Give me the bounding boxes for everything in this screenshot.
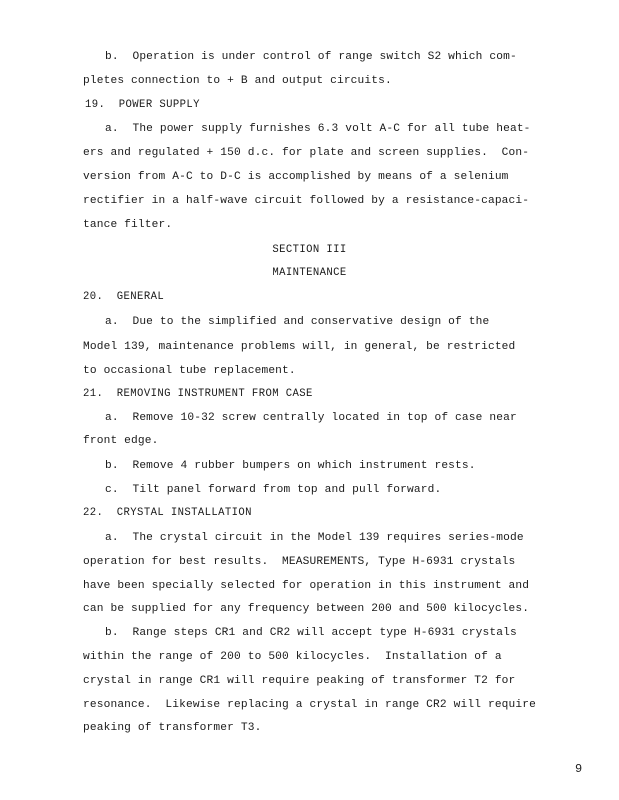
heading-general: 20. GENERAL — [83, 291, 165, 303]
paragraph-22a-line-1: a. The crystal circuit in the Model 139 requires series-mode — [105, 532, 524, 544]
heading-crystal-installation: 22. CRYSTAL INSTALLATION — [83, 507, 252, 519]
section-subtitle: MAINTENANCE — [272, 267, 347, 279]
paragraph-19a-line-2: ers and regulated + 150 d.c. for plate and screen supplies. Con- — [83, 147, 530, 159]
paragraph-22b-line-2: within the range of 200 to 500 kilocycles. Installation of a — [83, 651, 502, 663]
paragraph-18b-line-2: pletes connection to + B and output circuits. — [83, 75, 392, 87]
paragraph-20a-line-2: Model 139, maintenance problems will, in general, be restricted — [83, 341, 516, 353]
paragraph-22b-line-3: crystal in range CR1 will require peaking of transformer T2 for — [83, 675, 516, 687]
paragraph-22a-line-2: operation for best results. MEASUREMENTS, Type H-6931 crystals — [83, 556, 516, 568]
paragraph-22b-line-4: resonance. Likewise replacing a crystal in range CR2 will require — [83, 699, 536, 711]
paragraph-18b-line-1: b. Operation is under control of range switch S2 which com- — [105, 51, 517, 63]
page-number: 9 — [575, 762, 583, 776]
heading-removing-instrument: 21. REMOVING INSTRUMENT FROM CASE — [83, 388, 313, 400]
paragraph-20a-line-3: to occasional tube replacement. — [83, 365, 296, 377]
section-title: SECTION III — [272, 244, 347, 256]
paragraph-20a-line-1: a. Due to the simplified and conservative design of the — [105, 316, 490, 328]
paragraph-22b-line-5: peaking of transformer T3. — [83, 722, 262, 734]
paragraph-22a-line-3: have been specially selected for operation in this instrument and — [83, 580, 530, 592]
paragraph-22a-line-4: can be supplied for any frequency between 200 and 500 kilocycles. — [83, 603, 530, 615]
paragraph-21b: b. Remove 4 rubber bumpers on which instrument rests. — [105, 460, 476, 472]
paragraph-21a-line-1: a. Remove 10-32 screw centrally located in top of case near — [105, 412, 517, 424]
paragraph-19a-line-4: rectifier in a half-wave circuit followed by a resistance-capaci- — [83, 195, 530, 207]
paragraph-21c: c. Tilt panel forward from top and pull forward. — [105, 484, 442, 496]
paragraph-19a-line-1: a. The power supply furnishes 6.3 volt A-C for all tube heat- — [105, 123, 531, 135]
paragraph-21a-line-2: front edge. — [83, 435, 159, 447]
paragraph-19a-line-5: tance filter. — [83, 219, 173, 231]
paragraph-22b-line-1: b. Range steps CR1 and CR2 will accept type H-6931 crystals — [105, 627, 517, 639]
heading-power-supply: 19. POWER SUPPLY — [85, 99, 200, 111]
paragraph-19a-line-3: version from A-C to D-C is accomplished by means of a selenium — [83, 171, 509, 183]
